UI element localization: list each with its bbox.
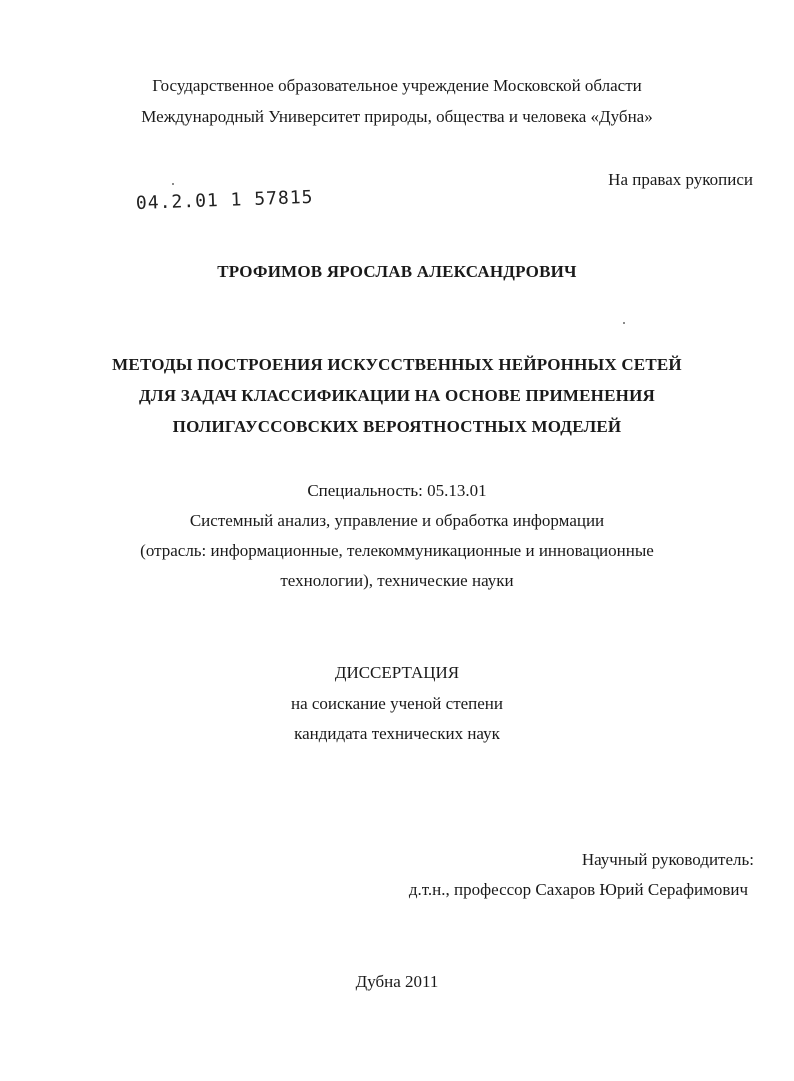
supervisor-label: Научный руководитель: — [581, 850, 754, 869]
scan-dot — [623, 322, 625, 324]
supervisor-name: д.т.н., профессор Сахаров Юрий Серафимович — [408, 880, 748, 899]
specialty-code: Специальность: 05.13.01 — [307, 481, 487, 500]
archive-stamp: 04.2.01 1 57815 — [135, 186, 314, 214]
scan-dot — [172, 183, 174, 185]
dissertation-line-3: кандидата технических наук — [294, 724, 500, 743]
place-year: Дубна 2011 — [355, 972, 439, 991]
title-line-1: МЕТОДЫ ПОСТРОЕНИЯ ИСКУССТВЕННЫХ НЕЙРОННЫХ СЕТЕЙ — [112, 355, 682, 374]
specialty-line-2: Системный анализ, управление и обработка информации — [189, 511, 605, 530]
dissertation-line-2: на соискание ученой степени — [290, 694, 504, 713]
institution-line-1: Государственное образовательное учреждение Московской области — [152, 76, 642, 95]
manuscript-note: На правах рукописи — [608, 170, 753, 189]
dissertation-heading: ДИССЕРТАЦИЯ — [334, 663, 460, 682]
title-line-2: ДЛЯ ЗАДАЧ КЛАССИФИКАЦИИ НА ОСНОВЕ ПРИМЕНЕНИЯ — [139, 386, 655, 405]
specialty-line-4: технологии), технические науки — [280, 571, 514, 590]
institution-line-2: Международный Университет природы, общества и человека «Дубна» — [141, 107, 653, 126]
specialty-line-3: (отрасль: информационные, телекоммуникационные и инновационные — [140, 541, 654, 560]
author-name: ТРОФИМОВ ЯРОСЛАВ АЛЕКСАНДРОВИЧ — [217, 262, 577, 281]
title-line-3: ПОЛИГАУССОВСКИХ ВЕРОЯТНОСТНЫХ МОДЕЛЕЙ — [172, 417, 622, 436]
